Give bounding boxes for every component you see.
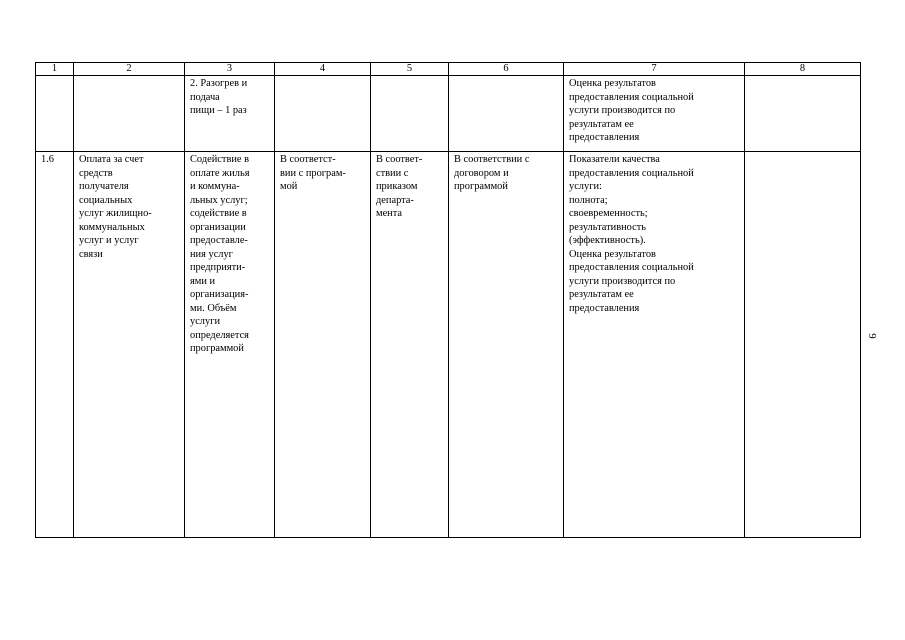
header-cell: 1 bbox=[36, 63, 74, 76]
header-cell: 3 bbox=[185, 63, 275, 76]
table-cell: Оценка результатов предоставления социальной услуги производится по результатам ее предоставления bbox=[564, 76, 745, 152]
table-cell bbox=[275, 76, 371, 152]
table-cell bbox=[74, 76, 185, 152]
table-cell bbox=[371, 76, 449, 152]
page-number: 9 bbox=[866, 333, 878, 339]
header-cell: 4 bbox=[275, 63, 371, 76]
table-row bbox=[36, 152, 861, 538]
table-row bbox=[36, 76, 861, 152]
table-cell: Показатели качества предоставления социальной услуги: полнота; своевременность; результативность (эффективность). Оценка результатов предоставления социальной услуги производится по результатам ее предоставления bbox=[564, 152, 745, 538]
table-header-row bbox=[36, 63, 861, 76]
table-cell bbox=[745, 76, 861, 152]
table-cell: 2. Разогрев и подача пищи – 1 раз bbox=[185, 76, 275, 152]
header-cell: 8 bbox=[745, 63, 861, 76]
service-table bbox=[35, 62, 861, 538]
header-cell: 5 bbox=[371, 63, 449, 76]
table-cell bbox=[36, 76, 74, 152]
header-cell: 7 bbox=[564, 63, 745, 76]
table-cell: 1.6 bbox=[36, 152, 74, 538]
header-cell: 2 bbox=[74, 63, 185, 76]
table-cell: В соответ- ствии с приказом департа- мента bbox=[371, 152, 449, 538]
table-cell: Оплата за счет средств получателя социальных услуг жилищно- коммунальных услуг и услуг связи bbox=[74, 152, 185, 538]
header-cell: 6 bbox=[449, 63, 564, 76]
table-cell bbox=[745, 152, 861, 538]
table-cell: В соответствии с договором и программой bbox=[449, 152, 564, 538]
table-cell: Содействие в оплате жилья и коммуна- льных услуг; содействие в организации предоставле- ния услуг предприяти- ями и организация- ми. Объём услуги определяется программой bbox=[185, 152, 275, 538]
table-cell: В соответст- вии с програм- мой bbox=[275, 152, 371, 538]
table-cell bbox=[449, 76, 564, 152]
